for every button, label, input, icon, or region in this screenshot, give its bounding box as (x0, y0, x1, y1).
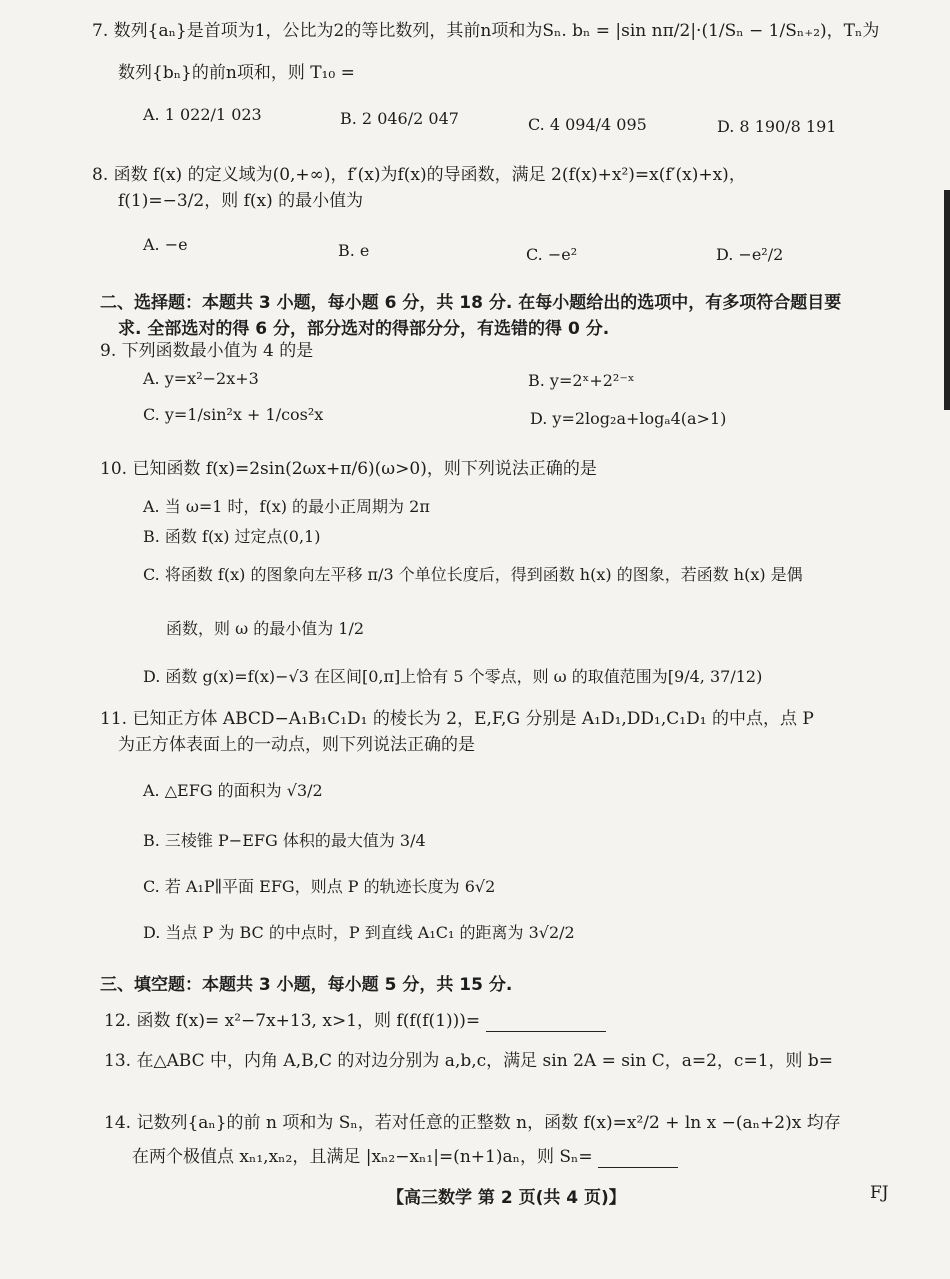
q8-option-b: B. e (338, 241, 370, 260)
paper-code: FJ (870, 1183, 889, 1203)
section2-line2: 求. 全部选对的得 6 分，部分选对的得部分分，有选错的得 0 分. (118, 319, 610, 339)
q10-option-b: B. 函数 f(x) 过定点(0,1) (143, 527, 321, 546)
q7-option-b: B. 2 046/2 047 (340, 109, 459, 128)
section3-line: 三、填空题：本题共 3 小题，每小题 5 分，共 15 分. (100, 975, 513, 995)
q9-stem: 9. 下列函数最小值为 4 的是 (100, 341, 314, 361)
q8-option-c: C. −e² (526, 245, 578, 264)
q10-stem: 10. 已知函数 f(x)=2sin(2ωx+π/6)(ω>0)，则下列说法正确的是 (100, 459, 597, 479)
q8-line1: 8. 函数 f(x) 的定义域为(0,+∞)，f′(x)为f(x)的导函数，满足 2(f(x)+x²)=x(f′(x)+x)， (92, 165, 746, 185)
q11-option-a: A. △EFG 的面积为 √3/2 (143, 781, 323, 800)
q7-option-a: A. 1 022/1 023 (143, 105, 262, 124)
q14-line2 (132, 1146, 678, 1168)
q7-option-d: D. 8 190/8 191 (717, 117, 837, 136)
q9-option-c: C. y=1/sin²x + 1/cos²x (143, 405, 324, 424)
q10-option-d: D. 函数 g(x)=f(x)−√3 在区间[0,π]上恰有 5 个零点，则 ω 的取值范围为[9/4, 37/12) (143, 667, 763, 686)
q9-option-a: A. y=x²−2x+3 (143, 369, 259, 388)
q10-option-c-line2: 函数，则 ω 的最小值为 1/2 (166, 619, 365, 638)
q12-stem: 12. 函数 f(x)= x²−7x+13, x>1，则 f(f(f(1)))= (104, 1011, 481, 1031)
q11-option-d: D. 当点 P 为 BC 的中点时，P 到直线 A₁C₁ 的距离为 3√2/2 (143, 923, 575, 942)
q9-option-b: B. y=2ˣ+2²⁻ˣ (528, 371, 635, 390)
q12-text (104, 1010, 606, 1032)
q11-line1: 11. 已知正方体 ABCD−A₁B₁C₁D₁ 的棱长为 2，E,F,G 分别是 A₁D₁,DD₁,C₁D₁ 的中点，点 P (100, 709, 814, 729)
page-footer: 【高三数学 第 2 页(共 4 页)】 (387, 1188, 626, 1208)
q13-text: 13. 在△ABC 中，内角 A,B,C 的对边分别为 a,b,c，满足 sin 2A = sin C，a=2，c=1，则 b= (104, 1051, 834, 1071)
q11-line2: 为正方体表面上的一动点，则下列说法正确的是 (118, 735, 475, 755)
q7-line1: 7. 数列{aₙ}是首项为1，公比为2的等比数列，其前n项和为Sₙ. bₙ = |sin nπ/2|·(1/Sₙ − 1/Sₙ₊₂)，Tₙ为 (92, 21, 880, 41)
scan-edge-shadow (944, 190, 950, 410)
q8-option-d: D. −e²/2 (716, 245, 784, 264)
q10-option-a: A. 当 ω=1 时，f(x) 的最小正周期为 2π (143, 497, 430, 516)
q8-line2: f(1)=−3/2，则 f(x) 的最小值为 (118, 191, 364, 211)
q8-option-a: A. −e (143, 235, 188, 254)
q10-option-c-line1: C. 将函数 f(x) 的图象向左平移 π/3 个单位长度后，得到函数 h(x) 的图象，若函数 h(x) 是偶 (143, 565, 803, 584)
q12-answer-blank[interactable] (486, 1013, 606, 1032)
q14-answer-blank[interactable] (598, 1149, 678, 1168)
q14-line1: 14. 记数列{aₙ}的前 n 项和为 Sₙ，若对任意的正整数 n，函数 f(x)=x²/2 + ln x −(aₙ+2)x 均存 (104, 1113, 841, 1133)
q11-option-b: B. 三棱锥 P−EFG 体积的最大值为 3/4 (143, 831, 426, 850)
q11-option-c: C. 若 A₁P∥平面 EFG，则点 P 的轨迹长度为 6√2 (143, 877, 496, 896)
q9-option-d: D. y=2log₂a+logₐ4(a>1) (530, 409, 727, 428)
section2-line1: 二、选择题：本题共 3 小题，每小题 6 分，共 18 分. 在每小题给出的选项中，有多项符合题目要 (100, 293, 842, 313)
q7-line2: 数列{bₙ}的前n项和，则 T₁₀ = (118, 63, 355, 83)
q14-stem-line2: 在两个极值点 xₙ₁,xₙ₂，且满足 |xₙ₂−xₙ₁|=(n+1)aₙ，则 Sₙ= (132, 1147, 593, 1167)
q7-option-c: C. 4 094/4 095 (528, 115, 647, 134)
